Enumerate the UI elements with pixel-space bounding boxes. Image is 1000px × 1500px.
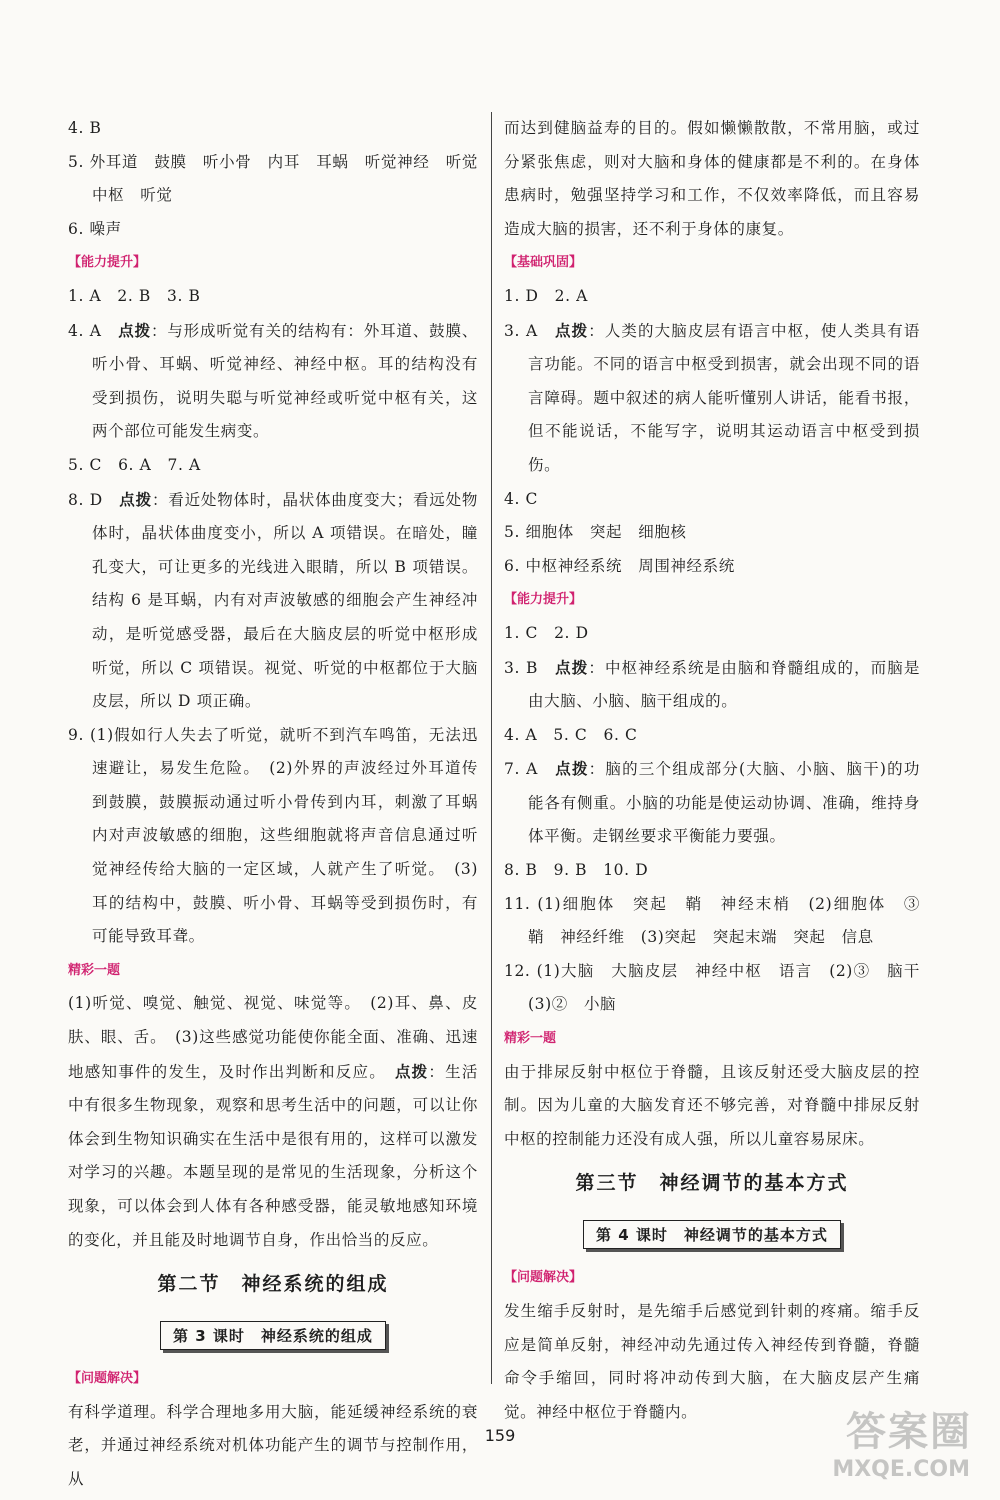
- section-tag: 【问题解决】: [68, 1371, 147, 1387]
- answer-line: 4. B: [68, 119, 102, 137]
- answer-number: 3. B: [504, 658, 556, 677]
- section-tag: 【能力提升】: [68, 255, 147, 271]
- answer-line: 1. C 2. D: [504, 623, 589, 642]
- answer-number: 8. D: [68, 490, 120, 509]
- tip-label: 点拨: [118, 320, 151, 340]
- answer-paragraph: [68, 987, 478, 1257]
- answer-paragraph: 9. (1)假如行人失去了听觉，就听不到汽车鸣笛，无法迅速避让，易发生危险。 (2)外界的声波经过外耳道传到鼓膜，鼓膜振动通过听小骨传到内耳，刺激了耳蜗内对声波敏感的细胞，这些细胞就将声音信息通过听觉神经传给大脑的一定区域，人就产生了听觉。 (3)耳的结构中，鼓膜、听小骨、耳蜗等受到损伤时，有可能导致耳聋。: [68, 725, 478, 946]
- answer-paragraph: 发生缩手反射时，是先缩手后感觉到针刺的疼痛。缩手反应是简单反射，神经冲动先通过传入神经传到脊髓，脊髓命令手缩回，同时将冲动传到大脑，在大脑皮层产生痛觉。神经中枢位于脊髓内。: [504, 1302, 920, 1421]
- tip-label: 点拨: [554, 320, 589, 340]
- answer-paragraph: [504, 752, 920, 854]
- answer-line: 1. A 2. B 3. B: [68, 286, 201, 305]
- answer-line: 8. B 9. B 10. D: [504, 861, 649, 880]
- page-number: 159: [484, 1426, 516, 1445]
- tip-text: ：中枢神经系统是由脑和脊髓组成的，而脑是由大脑、小脑、脑干组成的。: [528, 658, 920, 711]
- watermark-cn: 答案圈: [846, 1409, 972, 1455]
- section-tag: 【能力提升】: [504, 592, 583, 608]
- left-column: [68, 112, 478, 1497]
- tip-label: 点拨: [119, 489, 152, 509]
- tip-label: 点拨: [555, 759, 589, 779]
- tip-label: 点拨: [394, 1061, 429, 1081]
- section-tag: 【问题解决】: [504, 1270, 583, 1286]
- section-title: 第三节 神经调节的基本方式: [575, 1172, 849, 1195]
- answer-paragraph: [68, 483, 478, 719]
- answer-line: 5. 细胞体 突起 细胞核: [504, 523, 687, 542]
- lesson-title: 第 3 课时 神经系统的组成: [160, 1321, 386, 1350]
- section-tag: 精彩一题: [68, 962, 121, 978]
- answer-number: 4. A: [68, 321, 119, 340]
- tip-text: ：人类的大脑皮层有语言中枢，使人类具有语言功能。不同的语言中枢受到损害，就会出现不同的语言障碍。题中叙述的病人能听懂别人讲话，能看书报，但不能说话，不能写字，说明其运动语言中枢受到损伤。: [528, 321, 920, 474]
- section-tag: 精彩一题: [504, 1031, 557, 1047]
- answer-line: 4. A 5. C 6. C: [504, 725, 638, 744]
- answer-text: (1)听觉、嗅觉、触觉、视觉、味觉等。 (2)耳、鼻、皮肤、眼、舌。 (3)这些感觉功能使你能全面、准确、迅速地感知事件的发生，及时作出判断和反应。: [68, 994, 478, 1081]
- column-divider: [491, 112, 492, 1384]
- answer-paragraph: 12. (1)大脑 大脑皮层 神经中枢 语言 (2)③ 脑干 (3)② 小脑: [504, 961, 937, 1014]
- tip-text: ：与形成听觉有关的结构有：外耳道、鼓膜、听小骨、耳蜗、听觉神经、神经中枢。耳的结构没有受到损伤，说明失聪与听觉神经或听觉中枢有关，这两个部位可能发生病变。: [92, 321, 478, 441]
- right-column: [504, 112, 937, 1429]
- answer-number: 3. A: [504, 321, 555, 340]
- section-title: 第二节 神经系统的组成: [157, 1273, 389, 1296]
- answer-paragraph: [504, 651, 920, 719]
- tip-text: ：生活中有很多生物现象，观察和思考生活中的问题，可以让你体会到生物知识确实在生活中是很有用的，这样可以激发对学习的兴趣。本题呈现的是常见的生活现象，分析这个现象，可以体会到人体有各种感受器，能灵敏地感知环境的变化，并且能及时地调节自身，作出恰当的反应。: [68, 1062, 478, 1249]
- answer-number: 7. A: [504, 760, 556, 779]
- tip-label: 点拨: [555, 657, 589, 677]
- answer-line: 4. C: [504, 489, 538, 508]
- tip-text: ：看近处物体时，晶状体曲度变大；看远处物体时，晶状体曲度变小，所以 A 项错误。在暗处，瞳孔变大，可让更多的光线进入眼睛，所以 B 项错误。结构 6 是耳蜗，内有对声波敏感的细胞会产生神经冲动，是听觉感受器，最后在大脑皮层的听觉中枢形成听觉，所以 C 项错误。视觉、听觉的中枢都位于大脑皮层，所以 D 项正确。: [92, 490, 478, 711]
- answer-line: 6. 中枢神经系统 周围神经系统: [504, 556, 735, 575]
- watermark-en: MXQE.COM: [832, 1457, 970, 1482]
- answer-paragraph: [68, 314, 478, 449]
- watermark-logo: [786, 1396, 976, 1486]
- answer-line: 5. C 6. A 7. A: [68, 455, 201, 474]
- section-tag: 【基础巩固】: [504, 255, 583, 271]
- answer-line: 6. 噪声: [68, 219, 122, 238]
- answer-paragraph: 有科学道理。科学合理地多用大脑，能延缓神经系统的衰老，并通过神经系统对机体功能产生的调节与控制作用，从: [68, 1402, 478, 1488]
- answer-paragraph: 由于排尿反射中枢位于脊髓，且该反射还受大脑皮层的控制。因为儿童的大脑发育还不够完善，对脊髓中排尿反射中枢的控制能力还没有成人强，所以儿童容易尿床。: [504, 1062, 920, 1148]
- lesson-title: 第 4 课时 神经调节的基本方式: [583, 1220, 841, 1249]
- tip-text: ：脑的三个组成部分(大脑、小脑、脑干)的功能各有侧重。小脑的功能是使运动协调、准确，维持身体平衡。走钢丝要求平衡能力要强。: [528, 760, 920, 846]
- answer-line: 1. D 2. A: [504, 286, 588, 305]
- answer-paragraph: 11. (1)细胞体 突起 鞘 神经末梢 (2)细胞体 ③ 鞘 神经纤维 (3)突起 突起末端 突起 信息: [504, 894, 937, 947]
- answer-paragraph: [504, 314, 920, 483]
- answer-line: 5. 外耳道 鼓膜 听小骨 内耳 耳蜗 听觉神经 听觉中枢 听觉: [68, 152, 478, 205]
- answer-paragraph: 而达到健脑益寿的目的。假如懒懒散散，不常用脑，或过分紧张焦虑，则对大脑和身体的健康都是不利的。在身体患病时，勉强坚持学习和工作，不仅效率降低，而且容易造成大脑的损害，还不利于身体的康复。: [504, 119, 920, 238]
